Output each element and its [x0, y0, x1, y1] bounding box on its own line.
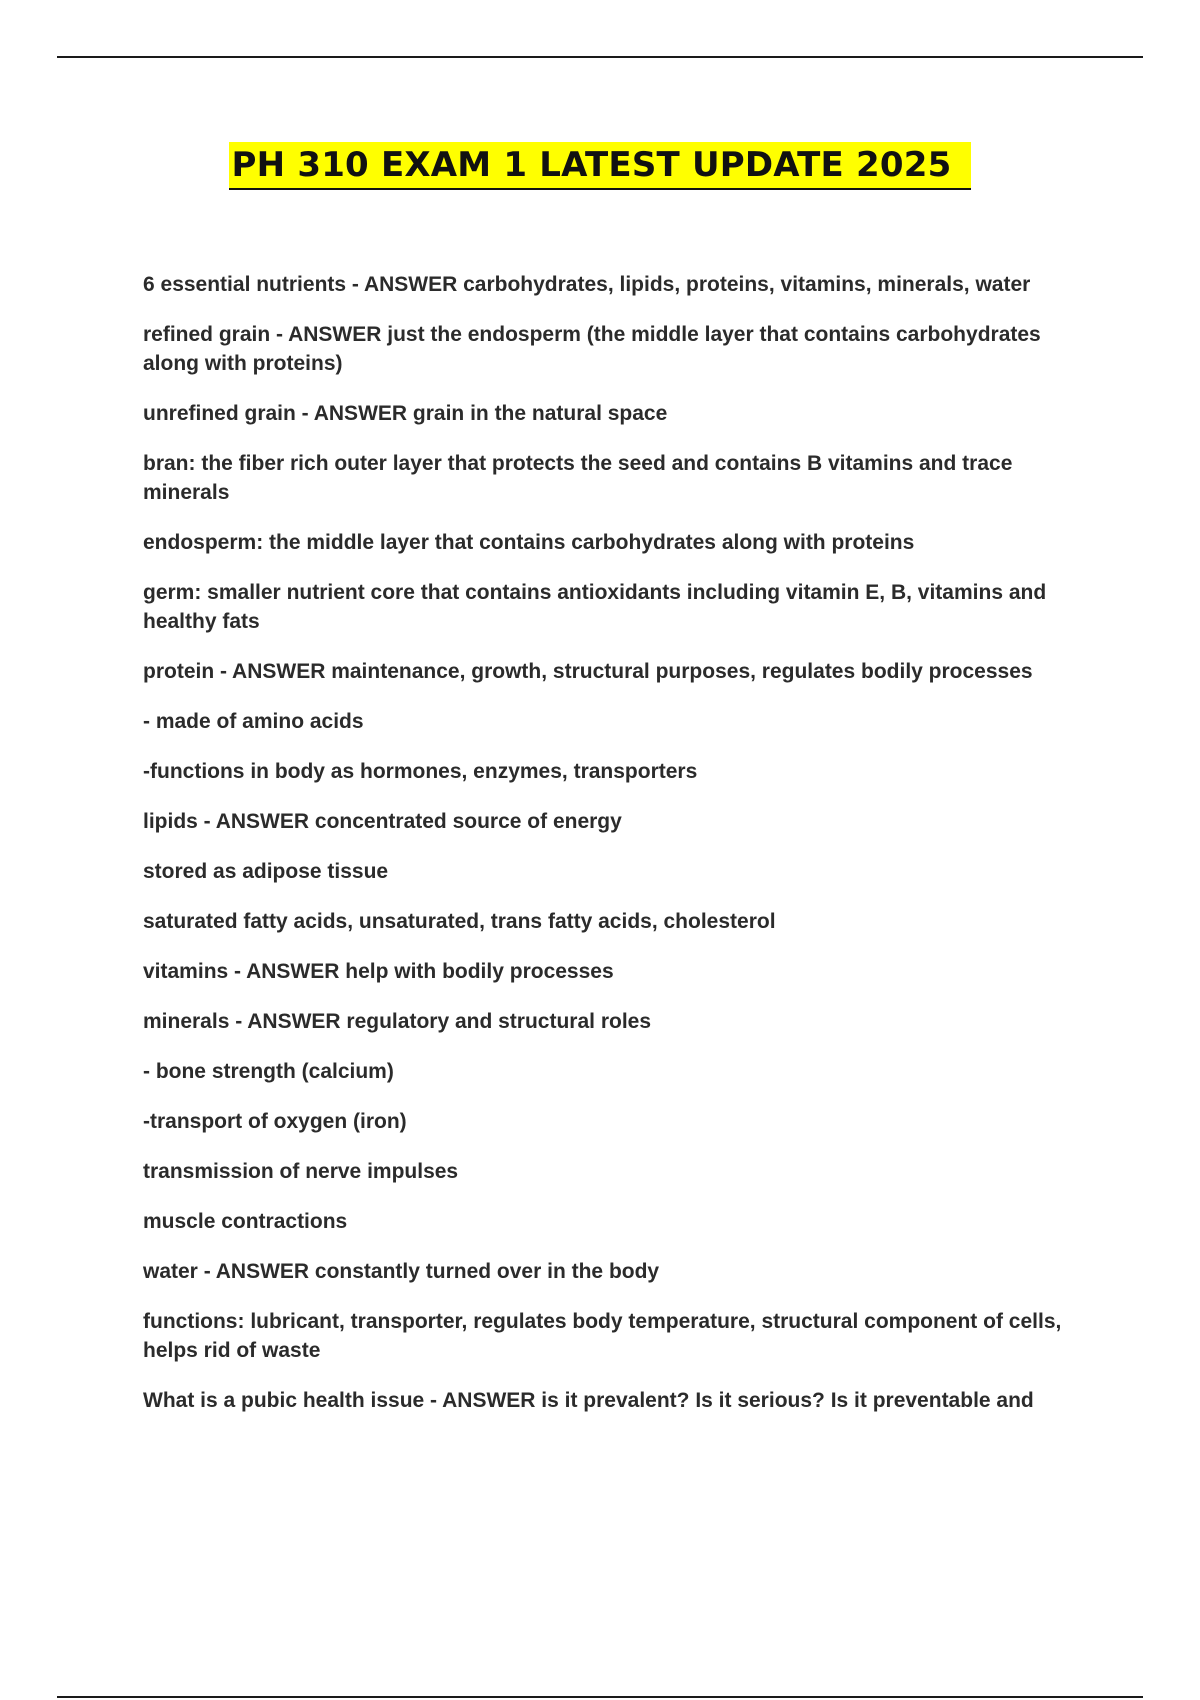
title-block	[0, 142, 1200, 190]
header-rule	[57, 56, 1143, 58]
entry-water: water - ANSWER constantly turned over in the body	[143, 1260, 660, 1283]
entry-vitamins: vitamins - ANSWER help with bodily processes	[143, 960, 614, 983]
entry-protein: protein - ANSWER maintenance, growth, structural purposes, regulates bodily processes	[143, 660, 1033, 683]
entry-bone-strength: - bone strength (calcium)	[143, 1060, 394, 1083]
entry-amino-acids: - made of amino acids	[143, 710, 364, 733]
entry-public-health-issue: What is a pubic health issue - ANSWER is it prevalent? Is it serious? Is it preventable and	[143, 1389, 1034, 1412]
entry-water-functions: functions: lubricant, transporter, regulates body temperature, structural component of cells, helps rid of waste	[143, 1310, 1062, 1362]
entry-endosperm: endosperm: the middle layer that contains carbohydrates along with proteins	[143, 531, 915, 554]
entry-refined-grain: refined grain - ANSWER just the endosperm (the middle layer that contains carbohydrates along with proteins)	[143, 323, 1041, 375]
entry-protein-functions: -functions in body as hormones, enzymes, transporters	[143, 760, 698, 783]
entry-oxygen-transport: -transport of oxygen (iron)	[143, 1110, 407, 1133]
entry-essential-nutrients: 6 essential nutrients - ANSWER carbohydrates, lipids, proteins, vitamins, minerals, water	[143, 273, 1031, 296]
entry-nerve-impulses: transmission of nerve impulses	[143, 1160, 459, 1183]
entry-adipose: stored as adipose tissue	[143, 860, 389, 883]
entry-bran: bran: the fiber rich outer layer that protects the seed and contains B vitamins and trace minerals	[143, 452, 1013, 504]
document-body	[143, 270, 1093, 1436]
entry-lipids: lipids - ANSWER concentrated source of energy	[143, 810, 622, 833]
entry-unrefined-grain: unrefined grain - ANSWER grain in the natural space	[143, 402, 668, 425]
entry-germ: germ: smaller nutrient core that contains antioxidants including vitamin E, B, vitamins and healthy fats	[143, 581, 1047, 633]
page-title: PH 310 EXAM 1 LATEST UPDATE 2025	[229, 142, 972, 190]
entry-fatty-acids: saturated fatty acids, unsaturated, trans fatty acids, cholesterol	[143, 910, 776, 933]
entry-muscle-contractions: muscle contractions	[143, 1210, 348, 1233]
entry-minerals: minerals - ANSWER regulatory and structural roles	[143, 1010, 652, 1033]
footer-rule	[57, 1696, 1143, 1698]
